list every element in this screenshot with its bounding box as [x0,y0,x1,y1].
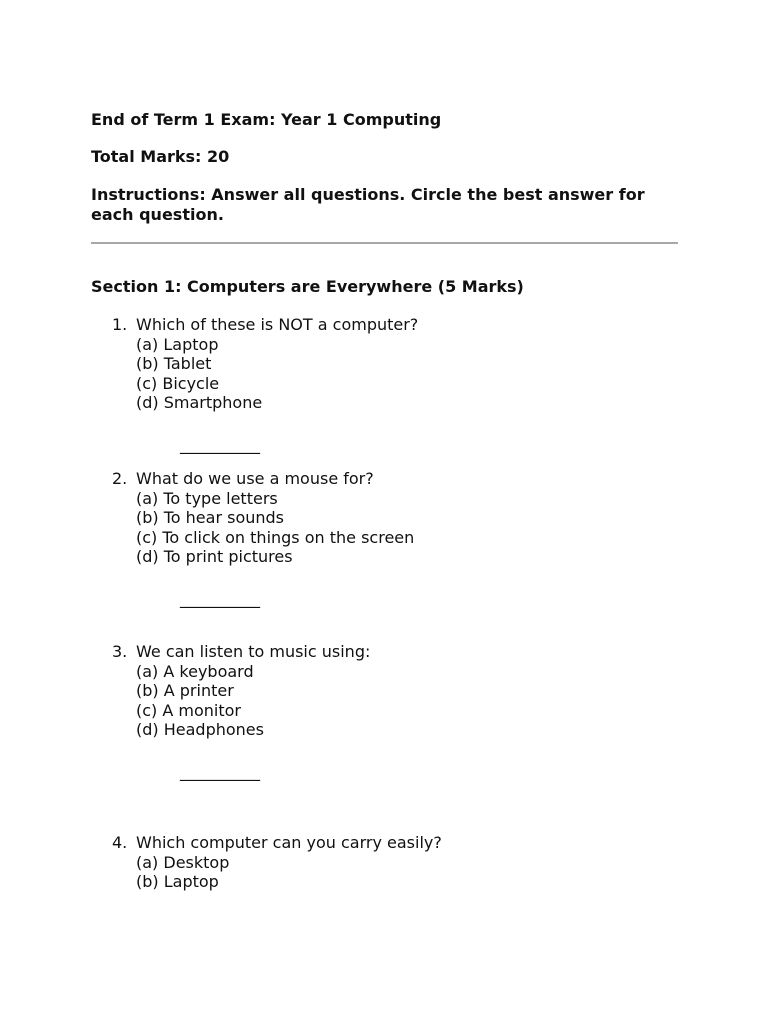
exam-title: End of Term 1 Exam: Year 1 Computing [91,110,442,129]
option-b[interactable]: (b) Laptop [136,872,219,892]
option-b[interactable]: (b) To hear sounds [136,508,285,528]
answer-blank-1[interactable]: __________ [180,435,260,454]
option-a[interactable]: (a) To type letters [136,488,278,508]
header-divider [91,242,678,244]
option-c[interactable]: (c) A monitor [136,700,241,720]
option-d[interactable]: (d) To print pictures [136,547,293,567]
question-text: Which of these is NOT a computer? [136,315,419,334]
answer-blank-2[interactable]: __________ [180,589,260,608]
question-number: 2. [112,469,128,488]
question-text: We can listen to music using: [136,642,371,661]
answer-blank-3[interactable]: __________ [180,762,260,781]
option-d[interactable]: (d) Headphones [136,720,264,740]
question-number: 3. [112,642,128,661]
option-b[interactable]: (b) A printer [136,681,234,701]
instructions: Instructions: Answer all questions. Circle the best answer for each question. [91,185,645,224]
question-text: Which computer can you carry easily? [136,833,442,852]
option-a[interactable]: (a) Laptop [136,334,219,354]
option-d[interactable]: (d) Smartphone [136,393,263,413]
option-c[interactable]: (c) To click on things on the screen [136,527,415,547]
total-marks: Total Marks: 20 [91,147,230,166]
question-number: 4. [112,833,128,852]
option-a[interactable]: (a) Desktop [136,852,230,872]
option-a[interactable]: (a) A keyboard [136,661,254,681]
question-number: 1. [112,315,128,334]
question-text: What do we use a mouse for? [136,469,374,488]
option-c[interactable]: (c) Bicycle [136,373,220,393]
section-heading: Section 1: Computers are Everywhere (5 Marks) [91,277,524,296]
option-b[interactable]: (b) Tablet [136,354,212,374]
